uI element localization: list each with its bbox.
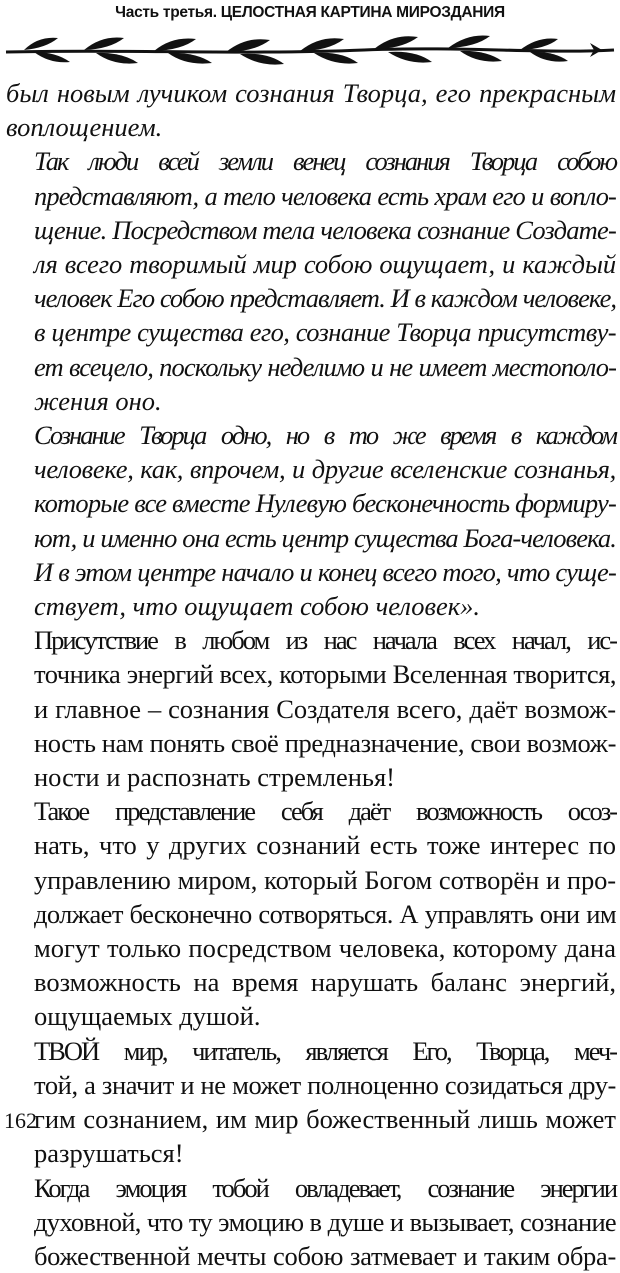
text-line: Сознание Творца одно, но в то же время в каждом <box>6 418 616 452</box>
text-line: управлению миром, который Богом сотворён и про- <box>6 863 616 897</box>
text-line: был новым лучиком сознания Творца, его прекрасным <box>6 76 616 110</box>
text-line: божественной мечты собою затмевает и таким обра- <box>6 1239 616 1273</box>
text-line: ля всего творимый мир собою ощущает, и каждый <box>6 247 616 281</box>
text-line: и главное – сознания Создателя всего, даёт возмож- <box>6 692 616 726</box>
text-line: ощущаемых душой. <box>6 999 616 1033</box>
text-line: ности и распознать стремленья! <box>6 760 616 794</box>
text-line: ствует, что ощущает собою человек». <box>6 589 616 623</box>
paragraph <box>6 623 616 794</box>
text-line: точника энергий всех, которыми Вселенная творится, <box>6 657 616 691</box>
page-number: 162 <box>4 1108 37 1134</box>
body-text <box>6 76 616 1273</box>
text-line: в центре существа его, сознание Творца присутству- <box>6 315 616 349</box>
paragraph <box>6 144 616 418</box>
text-line: человек Его собою представляет. И в каждом человеке, <box>6 281 616 315</box>
text-line: воплощением. <box>6 110 616 144</box>
text-line: Так люди всей земли венец сознания Творца собою <box>6 144 616 178</box>
paragraph <box>6 1034 616 1171</box>
text-line: жения оно. <box>6 384 616 418</box>
text-line: разрушаться! <box>6 1136 616 1170</box>
text-line: возможность на время нарушать баланс энергий, <box>6 965 616 999</box>
text-line: духовной, что ту эмоцию в душе и вызывает, сознание <box>6 1205 616 1239</box>
text-line: нать, что у других сознаний есть тоже интерес по <box>6 828 616 862</box>
paragraph <box>6 76 616 144</box>
paragraph <box>6 1171 616 1273</box>
text-line: Когда эмоция тобой овладевает, сознание энергии <box>6 1171 616 1205</box>
text-line: Присутствие в любом из нас начала всех начал, ис- <box>6 623 616 657</box>
paragraph <box>6 794 616 1033</box>
text-line: могут только посредством человека, которому дана <box>6 931 616 965</box>
leaf-vine-divider-icon <box>4 28 616 72</box>
text-line: ет всецело, поскольку неделимо и не имеет местополо- <box>6 350 616 384</box>
text-line: гим сознанием, им мир божественный лишь может <box>6 1102 616 1136</box>
text-line: ТВОЙ мир, читатель, является Его, Творца, меч- <box>6 1034 616 1068</box>
paragraph <box>6 418 616 623</box>
text-line: представляют, а тело человека есть храм его и вопло- <box>6 179 616 213</box>
text-line: ют, и именно она есть центр существа Бога-человека. <box>6 521 616 555</box>
text-line: которые все вместе Нулевую бесконечность формиру- <box>6 486 616 520</box>
text-line: ность нам понять своё предназначение, свои возмож- <box>6 726 616 760</box>
text-line: щение. Посредством тела человека сознание Создате- <box>6 213 616 247</box>
text-line: должает бесконечно сотворяться. А управлять они им <box>6 897 616 931</box>
text-line: Такое представление себя даёт возможность осоз- <box>6 794 616 828</box>
running-title: Часть третья. ЦЕЛОСТНАЯ КАРТИНА МИРОЗДАНИЯ <box>0 4 620 22</box>
text-line: И в этом центре начало и конец всего того, что суще- <box>6 555 616 589</box>
text-line: человеке, как, впрочем, и другие вселенские сознанья, <box>6 452 616 486</box>
text-line: той, а значит и не может полноценно созидаться дру- <box>6 1068 616 1102</box>
